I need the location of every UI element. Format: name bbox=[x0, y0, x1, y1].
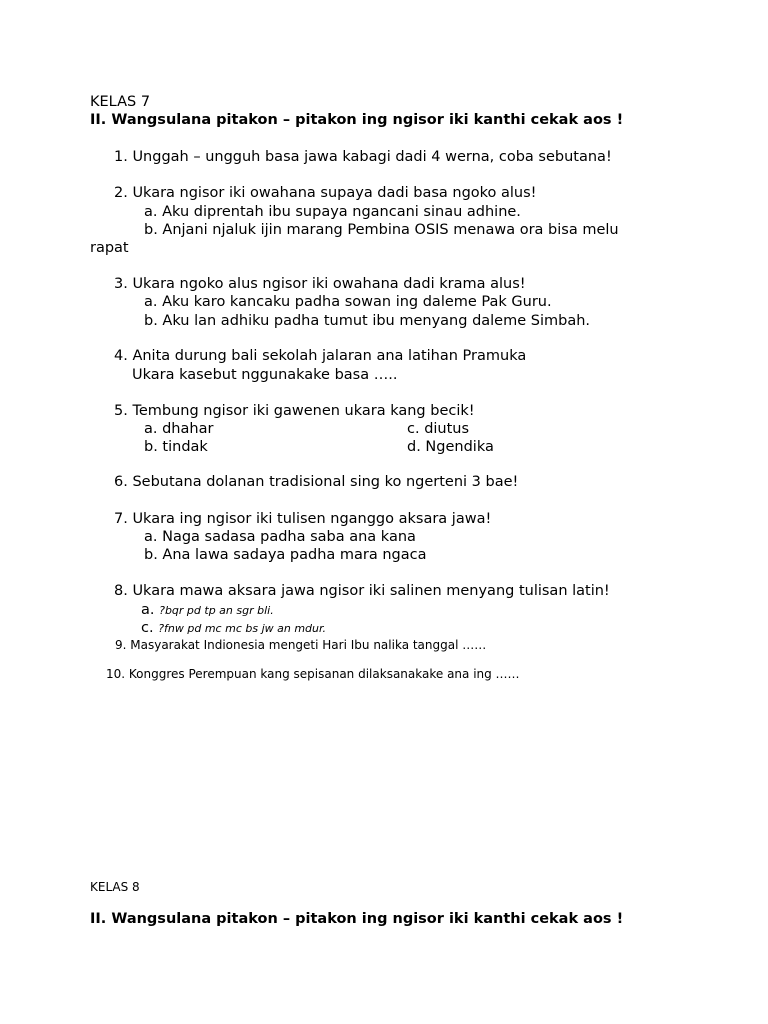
question-8-item-c-script: ?fnw pd mc mc bs jw an mdur. bbox=[158, 622, 327, 635]
question-2-item-a: a. Aku diprentah ibu supaya ngancani sinau adhine. bbox=[144, 204, 521, 220]
question-5-option-c: c. diutus bbox=[407, 421, 470, 437]
question-2-item-b-continuation: rapat bbox=[90, 240, 129, 256]
question-4: 4. Anita durung bali sekolah jalaran ana latihan Pramuka bbox=[114, 348, 527, 364]
question-8-item-a-letter: a. bbox=[141, 602, 155, 618]
question-8-item-a bbox=[141, 601, 274, 620]
question-6: 6. Sebutana dolanan tradisional sing ko ngerteni 3 bae! bbox=[114, 474, 519, 490]
question-5-option-d: d. Ngendika bbox=[407, 439, 494, 455]
class-7-heading: KELAS 7 bbox=[90, 94, 151, 110]
question-5-option-a: a. dhahar bbox=[144, 421, 214, 437]
question-2-item-b: b. Anjani njaluk ijin marang Pembina OSIS menawa ora bisa melu bbox=[144, 222, 619, 238]
question-3-item-b: b. Aku lan adhiku padha tumut ibu menyang daleme Simbah. bbox=[144, 313, 591, 329]
question-8: 8. Ukara mawa aksara jawa ngisor iki salinen menyang tulisan latin! bbox=[114, 583, 610, 599]
question-5: 5. Tembung ngisor iki gawenen ukara kang becik! bbox=[114, 403, 475, 419]
question-10: 10. Konggres Perempuan kang sepisanan dilaksanakake ana ing …… bbox=[106, 667, 520, 681]
question-8-item-c-letter: c. bbox=[141, 620, 154, 636]
question-8-item-a-script: ?bqr pd tp an sgr bli. bbox=[159, 604, 274, 617]
question-7-item-b: b. Ana lawa sadaya padha mara ngaca bbox=[144, 547, 427, 563]
question-7: 7. Ukara ing ngisor iki tulisen nganggo aksara jawa! bbox=[114, 511, 492, 527]
question-2: 2. Ukara ngisor iki owahana supaya dadi basa ngoko alus! bbox=[114, 185, 537, 201]
question-1: 1. Unggah – ungguh basa jawa kabagi dadi 4 werna, coba sebutana! bbox=[114, 149, 612, 165]
question-9: 9. Masyarakat Indionesia mengeti Hari Ibu nalika tanggal …… bbox=[115, 638, 487, 652]
question-7-item-a: a. Naga sadasa padha saba ana kana bbox=[144, 529, 416, 545]
question-5-option-b: b. tindak bbox=[144, 439, 208, 455]
class-8-instruction: II. Wangsulana pitakon – pitakon ing ngisor iki kanthi cekak aos ! bbox=[90, 911, 624, 927]
question-3-item-a: a. Aku karo kancaku padha sowan ing daleme Pak Guru. bbox=[144, 294, 552, 310]
class-8-heading: KELAS 8 bbox=[90, 880, 140, 894]
question-4-continuation: Ukara kasebut nggunakake basa ….. bbox=[132, 367, 398, 383]
question-3: 3. Ukara ngoko alus ngisor iki owahana dadi krama alus! bbox=[114, 276, 526, 292]
class-7-instruction: II. Wangsulana pitakon – pitakon ing ngisor iki kanthi cekak aos ! bbox=[90, 112, 624, 128]
